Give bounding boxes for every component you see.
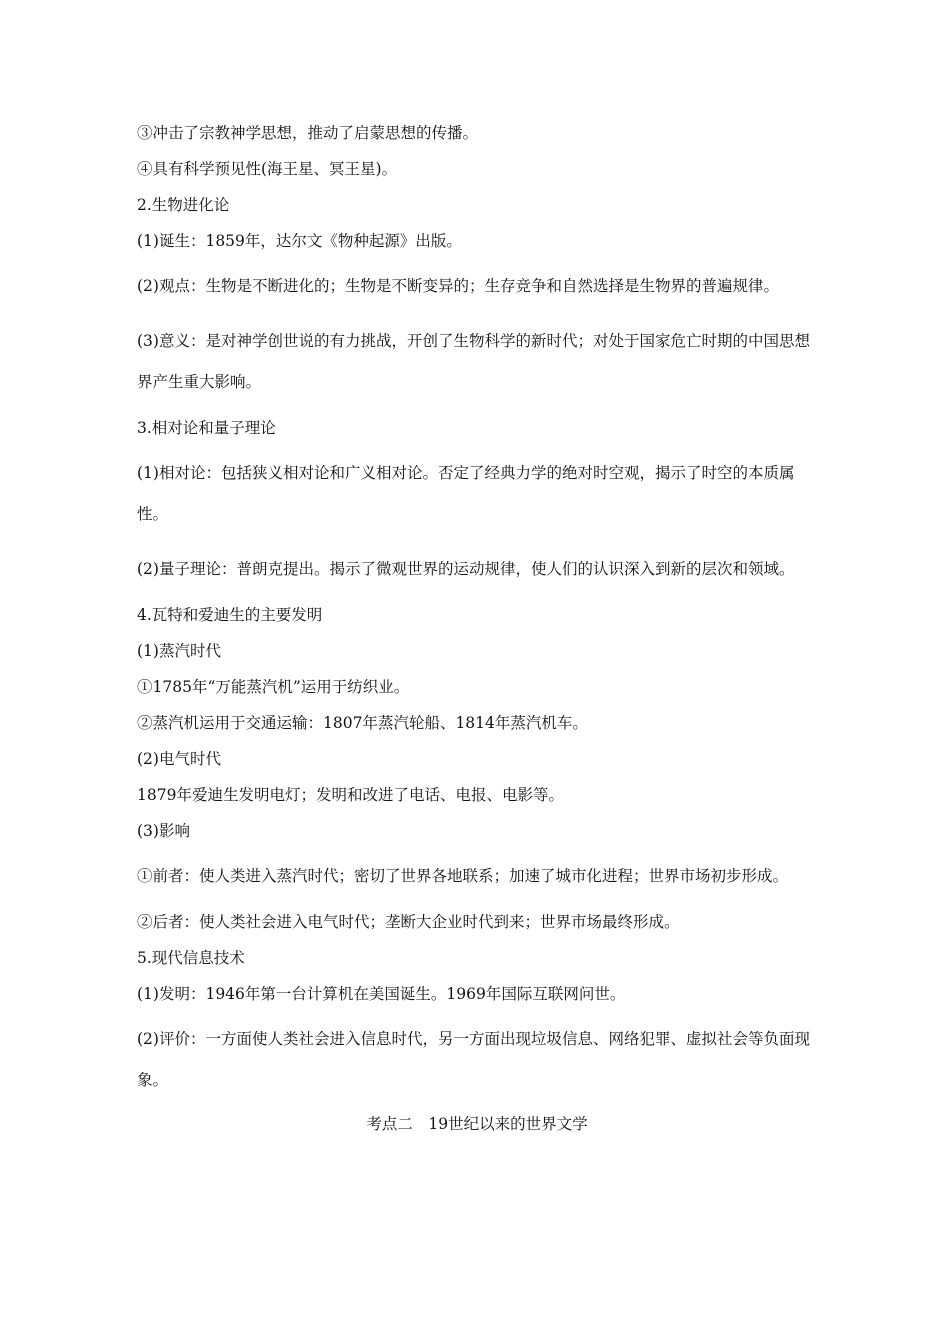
text-line: (1)蒸汽时代 [137, 642, 221, 660]
paragraph: (1)相对论：包括狭义相对论和广义相对论。否定了经典力学的绝对时空观，揭示了时空的本质属性。 [137, 464, 795, 523]
text-line: (1)诞生：1859年，达尔文《物种起源》出版。 [137, 232, 462, 250]
section-title: 2.生物进化论 [137, 196, 230, 214]
section-title: 3.相对论和量子理论 [137, 419, 276, 437]
text-line: ②后者：使人类社会进入电气时代；垄断大企业时代到来；世界市场最终形成。 [137, 913, 680, 931]
section-title: 4.瓦特和爱迪生的主要发明 [137, 606, 323, 624]
text-line: (1)发明：1946年第一台计算机在美国诞生。1969年国际互联网问世。 [137, 985, 626, 1003]
paragraph: (2)量子理论：普朗克提出。揭示了微观世界的运动规律，使人们的认识深入到新的层次和领域。 [137, 560, 795, 578]
paragraph: (2)观点：生物是不断进化的；生物是不断变异的；生存竞争和自然选择是生物界的普遍规律。 [137, 277, 779, 295]
text-line: ②蒸汽机运用于交通运输：1807年蒸汽轮船、1814年蒸汽机车。 [137, 714, 588, 732]
document-body [137, 122, 817, 1135]
text-line: 1879年爱迪生发明电灯；发明和改进了电话、电报、电影等。 [137, 786, 564, 804]
section-heading: 考点二 19世纪以来的世界文学 [366, 1115, 588, 1133]
text-line: ④具有科学预见性(海王星、冥王星)。 [137, 160, 398, 178]
text-line: (3)影响 [137, 822, 190, 840]
paragraph: (3)意义：是对神学创世说的有力挑战，开创了生物科学的新时代；对处于国家危亡时期的中国思想界产生重大影响。 [137, 332, 810, 391]
paragraph: ①前者：使人类进入蒸汽时代；密切了世界各地联系；加速了城市化进程；世界市场初步形成。 [137, 867, 789, 885]
section-title: 5.现代信息技术 [137, 949, 245, 967]
text-line: ③冲击了宗教神学思想，推动了启蒙思想的传播。 [137, 124, 479, 142]
text-line: (2)电气时代 [137, 750, 221, 768]
text-line: ①1785年“万能蒸汽机”运用于纺织业。 [137, 678, 410, 696]
paragraph: (2)评价：一方面使人类社会进入信息时代，另一方面出现垃圾信息、网络犯罪、虚拟社会等负面现象。 [137, 1030, 810, 1089]
